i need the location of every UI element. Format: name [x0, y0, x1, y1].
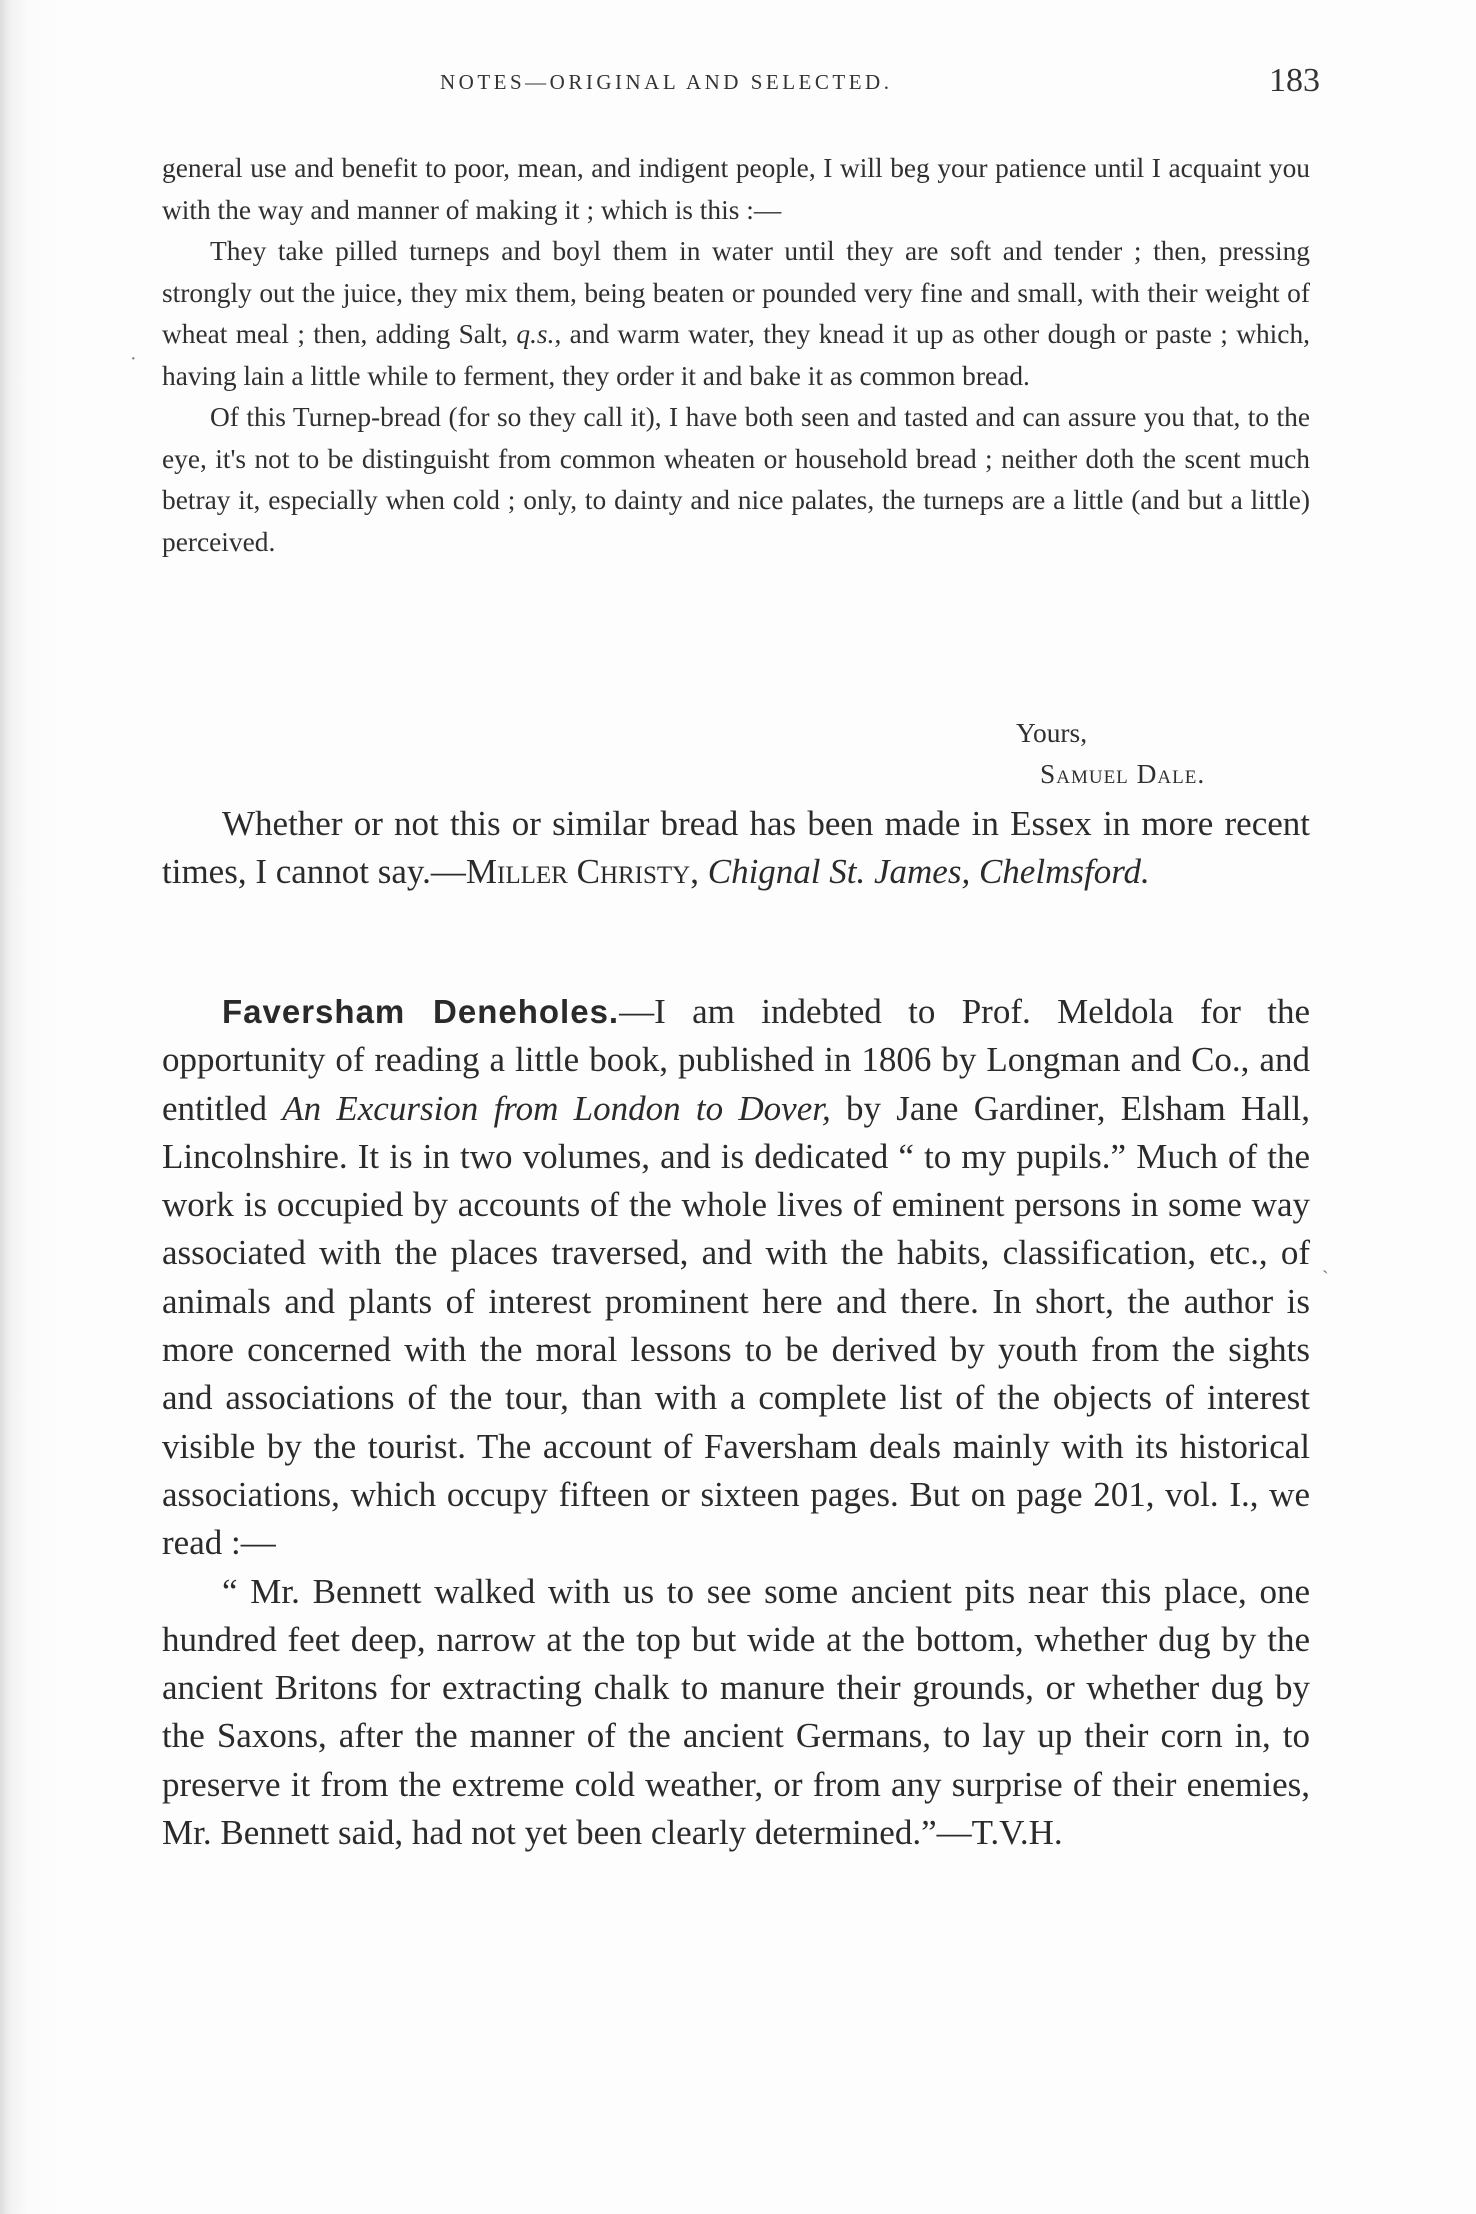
editor-remark — [162, 800, 1310, 897]
deneholes-text-a: —I am indebted to Prof. Meldola for the opportunity of reading a little book, published in 1806 by Longman and Co., and entitled — [162, 992, 1311, 1128]
letter-paragraph-2-text-b: , and warm water, they knead it up as other dough or paste ; which, having lain a little while to ferment, they order it and bake it as common bread. — [162, 319, 1310, 391]
margin-speck: ˏ — [1322, 1252, 1329, 1274]
running-head: NOTES—ORIGINAL AND SELECTED. — [440, 70, 893, 94]
margin-speck: · — [130, 348, 137, 370]
remark-author: Miller Christy — [465, 852, 691, 892]
letter-closing: Yours, — [1016, 718, 1088, 748]
page-header — [160, 62, 1320, 106]
remark-paragraph — [162, 800, 1310, 897]
book-title: An Excursion from London to Dover, — [282, 1088, 831, 1128]
remark-text: Whether or not this or similar bread has been made in Essex in more recent times, I cannot say.— — [162, 804, 1310, 892]
letter-paragraph-2 — [162, 231, 1310, 397]
letter-signature: Samuel Dale. — [1040, 759, 1206, 789]
letter-paragraph-1: general use and benefit to poor, mean, and indigent people, I will beg your patience until I acquaint you with the way and manner of making it ; which is this :— — [162, 153, 1310, 225]
remark-separator: , — [690, 852, 708, 892]
quantum-sufficit-abbrev: q.s. — [516, 319, 555, 349]
deneholes-text-b: by Jane Gardiner, Elsham Hall, Lincolnshire. It is in two volumes, and is dedicated “ to my pupils.” Much of the work is occupied by accounts of the whole lives of eminent persons in some way associated with the places traversed, and with the habits, classification, etc., of animals and plants of interest prominent here and there. In short, the author is more concerned with the moral lessons to be derived by youth from the sights and associations of the tour, than with a complete list of the objects of interest visible by the tourist. The account of Faversham deals mainly with its historical associations, which occupy fifteen or sixteen pages. But on page 201, vol. I., we read :— — [162, 1088, 1310, 1563]
deneholes-paragraph-1 — [162, 988, 1310, 1568]
remark-place: Chignal St. James, Chelmsford. — [707, 852, 1150, 892]
page-number: 183 — [1269, 62, 1320, 99]
letter-paragraph-2-text-a: They take pilled turneps and boyl them in water until they are soft and tender ; then, pressing strongly out the juice, they mix them, being beaten or pounded very fine and small, with their weight of wheat meal ; then, adding Salt, — [162, 236, 1310, 349]
deneholes-note — [162, 988, 1310, 1857]
letter-paragraph-3: Of this Turnep-bread (for so they call it), I have both seen and tasted and can assure you that, to the eye, it's not to be distinguisht from common wheaten or household bread ; neither doth the scent much betray it, especially when cold ; only, to dainty and nice palates, the turneps are a little (and but a little) perceived. — [162, 402, 1310, 557]
deneholes-heading: Faversham Deneholes. — [222, 993, 620, 1030]
deneholes-quote: “ Mr. Bennett walked with us to see some ancient pits near this place, one hundred feet deep, narrow at the top but wide at the bottom, whether dug by the ancient Britons for extracting chalk to manure their grounds, or whether dug by the Saxons, after the manner of the ancient Germans, to lay up their corn in, to preserve it from the extreme cold weather, or from any surprise of their enemies, Mr. Bennett said, had not yet been clearly determined.”—T.V.H. — [162, 1571, 1310, 1853]
letter-body — [162, 148, 1310, 563]
